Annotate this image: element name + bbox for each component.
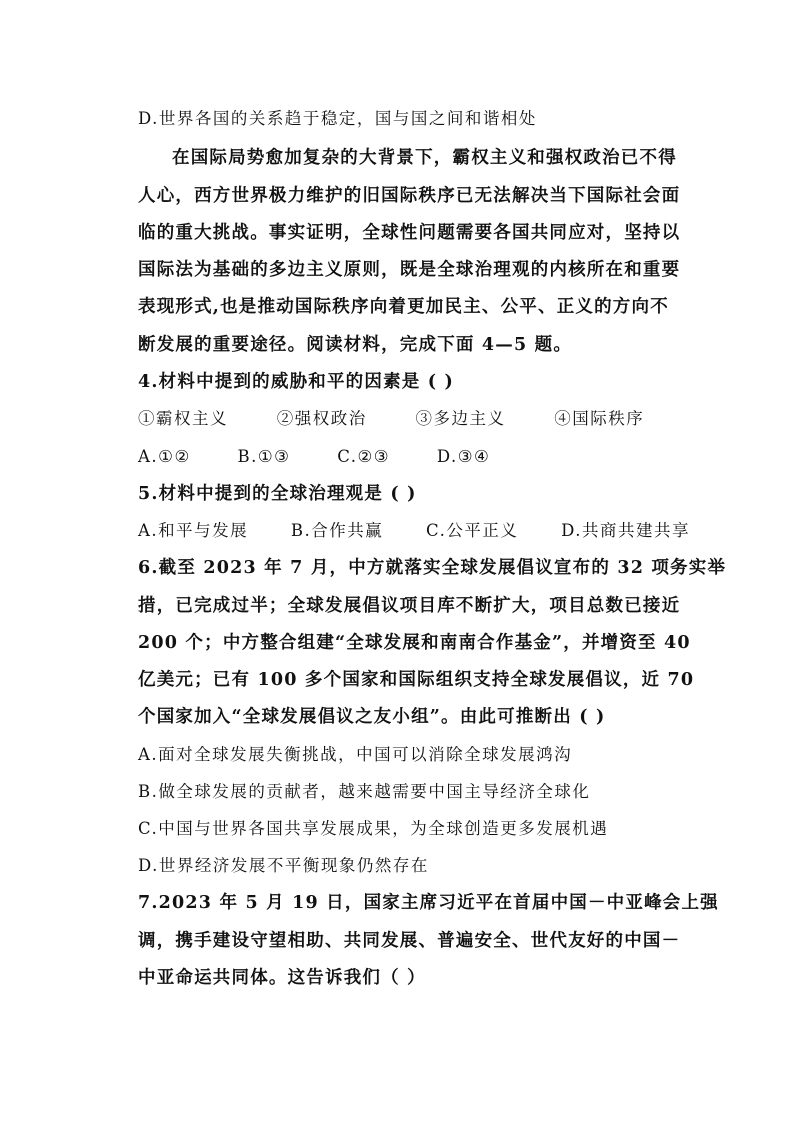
- q4-choice: D.③④: [436, 447, 491, 466]
- q4-item: ③多边主义: [415, 409, 506, 428]
- q4-item: ②强权政治: [276, 409, 367, 428]
- q5-choice: D.共商共建共享: [561, 521, 690, 540]
- question-7-stem: 中亚命运共同体。这告诉我们（ ）: [138, 968, 426, 988]
- question-7-stem: 7.2023 年 5 月 19 日，国家主席习近平在首届中国－中亚峰会上强: [138, 893, 719, 913]
- q4-choice: C.②③: [337, 447, 391, 466]
- question-6-option-d: D.世界经济发展不平衡现象仍然存在: [138, 856, 429, 875]
- question-4-choices: [138, 447, 490, 467]
- question-6-stem: 6.截至 2023 年 7 月，中方就落实全球发展倡议宣布的 32 项务实举: [138, 558, 727, 578]
- question-5-choices: [138, 521, 690, 541]
- question-6-option-b: B.做全球发展的贡献者，越来越需要中国主导经济全球化: [138, 782, 591, 801]
- question-6-option-c: C.中国与世界各国共享发展成果，为全球创造更多发展机遇: [138, 819, 609, 838]
- question-6-stem: 200 个；中方整合组建“全球发展和南南合作基金”，并增资至 40: [138, 633, 691, 653]
- q5-choice: C.公平正义: [426, 521, 519, 540]
- question-5-stem: 5.材料中提到的全球治理观是 ( ): [138, 484, 417, 504]
- question-6-option-a: A.面对全球发展失衡挑战，中国可以消除全球发展鸿沟: [138, 745, 573, 764]
- question-4-items: [138, 409, 644, 429]
- question-4-stem: 4.材料中提到的威胁和平的因素是 ( ): [138, 372, 455, 392]
- q4-choice: A.①②: [138, 447, 191, 466]
- q5-choice: A.和平与发展: [138, 521, 249, 540]
- previous-option-d: D.世界各国的关系趋于稳定，国与国之间和谐相处: [138, 109, 537, 128]
- material-paragraph-line: 表现形式,也是推动国际秩序向着更加民主、公平、正义的方向不: [138, 297, 669, 317]
- q4-item: ④国际秩序: [554, 409, 645, 428]
- material-paragraph-line: 断发展的重要途径。阅读材料，完成下面 4—5 题。: [138, 335, 573, 355]
- question-6-stem: 亿美元；已有 100 多个国家和国际组织支持全球发展倡议，近 70: [138, 670, 695, 690]
- question-7-stem: 调，携手建设守望相助、共同发展、普遍安全、世代友好的中国－: [138, 931, 681, 951]
- material-paragraph-line: 临的重大挑战。事实证明，全球性问题需要各国共同应对，坚持以: [138, 223, 681, 243]
- q5-choice: B.合作共赢: [290, 521, 384, 540]
- question-6-stem: 个国家加入“全球发展倡议之友小组”。由此可推断出 ( ): [138, 707, 606, 727]
- q4-choice: B.①③: [237, 447, 291, 466]
- material-paragraph-line: 人心，西方世界极力维护的旧国际秩序已无法解决当下国际社会面: [138, 186, 681, 206]
- material-paragraph-line: 国际法为基础的多边主义原则，既是全球治理观的内核所在和重要: [138, 260, 681, 280]
- question-6-stem: 措，已完成过半；全球发展倡议项目库不断扩大，项目总数已接近: [138, 596, 681, 616]
- q4-item: ①霸权主义: [138, 409, 228, 428]
- material-paragraph-line: 在国际局势愈加复杂的大背景下，霸权主义和强权政治已不得: [172, 148, 677, 168]
